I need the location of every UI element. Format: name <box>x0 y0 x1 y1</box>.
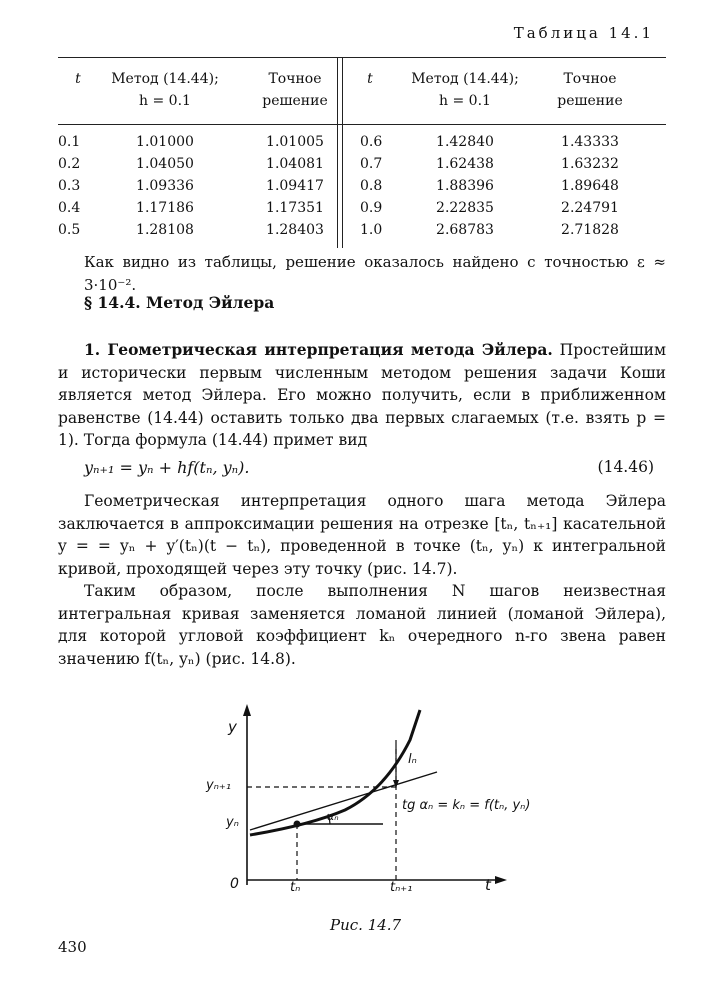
header-method-left: Метод (14.44); h = 0.1 <box>111 71 219 109</box>
table-cell: 0.2 <box>58 156 81 172</box>
table-cell: 1.28403 <box>266 222 324 238</box>
label-y-n: yₙ <box>226 815 239 830</box>
table-cell: 0.5 <box>58 222 81 238</box>
figure-caption: Рис. 14.7 <box>330 916 402 934</box>
header-t-right: t <box>367 71 373 87</box>
label-y-axis: y <box>228 718 237 736</box>
paragraph-3: Таким образом, после выполнения N шагов неизвестная интегральная кривая заменяется ломаной линией (ломаной Эйлера), для которой угловой коэффициент kₙ очередного n-го звена равен значению f(tₙ, yₙ) (рис. 14.8). <box>58 582 666 668</box>
label-l-n: lₙ <box>408 752 417 767</box>
header-exact-right: Точное решение <box>557 71 623 109</box>
accuracy-note: Как видно из таблицы, решение оказалось найдено с точностью ε ≈ 3·10⁻². <box>84 253 666 294</box>
table-col-exact-left <box>250 131 340 241</box>
paragraph-1: 1. Геометрическая интерпретация метода Эйлера. Простейшим и исторически первым численным методом решения задачи Коши является метод Эйлера. Его можно получить, если в приближенном равенстве (14.44) оставить только два первых слагаемых (т.е. взять p = 1). Тогда формула (14.44) примет вид <box>58 340 666 449</box>
header-method-right: Метод (14.44); h = 0.1 <box>411 71 519 109</box>
table-cell: 1.88396 <box>436 178 494 194</box>
header-exact-left: Точное решение <box>262 71 328 109</box>
table-cell: 0.4 <box>58 200 81 216</box>
table-cell: 1.09417 <box>266 178 324 194</box>
table-cell: 0.7 <box>360 156 383 172</box>
y-axis-arrow <box>243 704 251 716</box>
table-cell: 1.17186 <box>136 200 194 216</box>
table-col-method-right <box>410 131 520 241</box>
table-cell: 1.62438 <box>436 156 494 172</box>
table-col-method-left <box>110 131 220 241</box>
table-cell: 0.3 <box>58 178 81 194</box>
table-cell: 2.71828 <box>561 222 619 238</box>
t-axis-arrow <box>495 876 507 884</box>
table-cell: 1.04050 <box>136 156 194 172</box>
table-cell: 1.09336 <box>136 178 194 194</box>
subsection-title: 1. Геометрическая интерпретация метода Эйлера. <box>84 340 553 359</box>
table-cell: 2.24791 <box>561 200 619 216</box>
table-col-t-left <box>58 131 88 241</box>
table-header-rule <box>58 124 666 125</box>
table-cell: 1.0 <box>360 222 383 238</box>
table-cell: 1.63232 <box>561 156 619 172</box>
page-number: 430 <box>58 938 87 956</box>
label-t-n: tₙ <box>290 880 301 895</box>
paragraph-2: Геометрическая интерпретация одного шага метода Эйлера заключается в аппроксимации решения на отрезке [tₙ, tₙ₊₁] касательной y = = yₙ + y′(tₙ)(t − tₙ), проведенной в точке (tₙ, yₙ) к интегральной кривой, проходящей через эту точку (рис. 14.7). <box>58 492 666 578</box>
table-cell: 0.9 <box>360 200 383 216</box>
label-y-next: yₙ₊₁ <box>206 778 231 793</box>
label-origin: 0 <box>230 876 239 892</box>
table-caption: Таблица 14.1 <box>513 24 654 42</box>
table-col-t-right <box>360 131 390 241</box>
formula-number: (14.46) <box>597 458 654 476</box>
table-cell: 1.43333 <box>561 134 619 150</box>
label-alpha: αₙ <box>327 810 339 823</box>
table-cell: 1.01000 <box>136 134 194 150</box>
table-divider-right <box>342 58 343 248</box>
table-cell: 1.04081 <box>266 156 324 172</box>
header-t-left: t <box>75 71 81 87</box>
label-t-axis: t <box>485 876 491 894</box>
table-cell: 0.8 <box>360 178 383 194</box>
table-cell: 1.17351 <box>266 200 324 216</box>
table-cell: 1.89648 <box>561 178 619 194</box>
table-cell: 1.01005 <box>266 134 324 150</box>
table-cell: 0.1 <box>58 134 81 150</box>
table-cell: 2.68783 <box>436 222 494 238</box>
formula-14-46: yₙ₊₁ = yₙ + hf(tₙ, yₙ). <box>84 458 250 477</box>
table-col-exact-right <box>545 131 635 241</box>
table-cell: 1.28108 <box>136 222 194 238</box>
table-top-rule <box>58 57 666 58</box>
table-cell: 0.6 <box>360 134 383 150</box>
table-cell: 2.22835 <box>436 200 494 216</box>
section-title: § 14.4. Метод Эйлера <box>84 293 275 312</box>
label-slope: tg αₙ = kₙ = f(tₙ, yₙ) <box>402 798 531 813</box>
table-cell: 1.42840 <box>436 134 494 150</box>
label-t-next: tₙ₊₁ <box>390 880 413 895</box>
